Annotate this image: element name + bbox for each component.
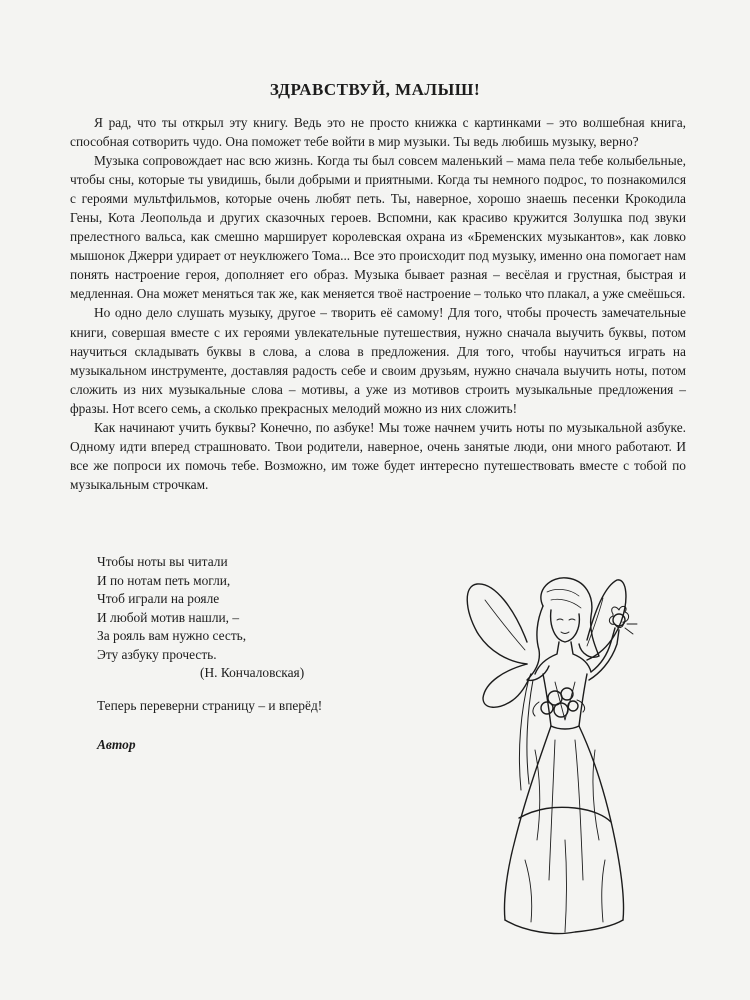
- poem-line: Эту азбуку прочесть.: [97, 646, 217, 662]
- poem-line: За рояль вам нужно сесть,: [97, 628, 247, 643]
- poem-attribution: (Н. Кончаловская): [200, 665, 305, 680]
- author-signature: Автор: [97, 737, 136, 752]
- paragraph: Как начинают учить буквы? Конечно, по азбуке! Мы тоже начнем учить ноты по музыкальной азбуке. Одному идти вперед страшновато. Твои родители, наверное, очень занятые люди, они много работают. И все же попроси их помочь тебе. Возможно, им тоже будет интересно путешествовать вместе с тобой по музыкальным строчкам.: [70, 419, 686, 492]
- poem-line: И любой мотив нашли, –: [97, 609, 240, 625]
- paragraph: Музыка сопровождает нас всю жизнь. Когда ты был совсем маленький – мама пела тебе колыбельные, чтобы сны, которые ты увидишь, были добрыми и приятными. Когда ты немного подрос, то познакомился с героями мультфильмов, которые очень любят петь. Ты, наверное, хорошо знаешь песенки Крокодила Гены, Кота Леопольда и других сказочных героев. Вспомни, как красиво кружится Золушка под звуки прелестного вальса, как смешно марширует королевская охрана из «Бременских музыкантов», как ловко мышонок Джерри удирает от неуклюжего Тома... Все это происходит под музыку, именно она помогает нам понять настроение героя, дополняет его образ. Музыка бывает разная – весёлая и грустная, быстрая и медленная. Она может меняться так же, как меняется твоё настроение – только что плакал, а уже смеёшься.: [70, 153, 686, 302]
- paragraph: Я рад, что ты открыл эту книгу. Ведь это не просто книжка с картинками – это волшебная книга, способная сотворить чудо. Она поможет тебе войти в мир музыки. Ты ведь любишь музыку, верно?: [70, 115, 686, 150]
- poem-line: И по нотам петь могли,: [97, 572, 231, 588]
- page-title: ЗДРАВСТВУЙ, МАЛЫШ!: [269, 80, 481, 99]
- poem: [97, 553, 304, 683]
- paragraph: Но одно дело слушать музыку, другое – творить её самому! Для того, чтобы прочесть замечательные книги, совершая вместе с их героями увлекательные путешествия, нужно сначала выучить буквы, потом научиться складывать буквы в слова, а слова в предложения. Для того, чтобы научиться играть на музыкальном инструменте, доставляя радость себе и своим друзьям, нужно сначала выучить ноты, потом сложить из них музыкальные слова – мотивы, а уже из мотивов строить музыкальные предложения – фразы. Нот всего семь, а сколько прекрасных мелодий можно из них сложить!: [70, 305, 686, 416]
- fairy-illustration: [455, 570, 655, 950]
- closing-line: Теперь переверни страницу – и вперёд!: [97, 698, 323, 713]
- intro-text: [70, 113, 686, 494]
- poem-line: Чтобы ноты вы читали: [97, 554, 228, 569]
- poem-line: Чтоб играли на рояле: [97, 591, 220, 606]
